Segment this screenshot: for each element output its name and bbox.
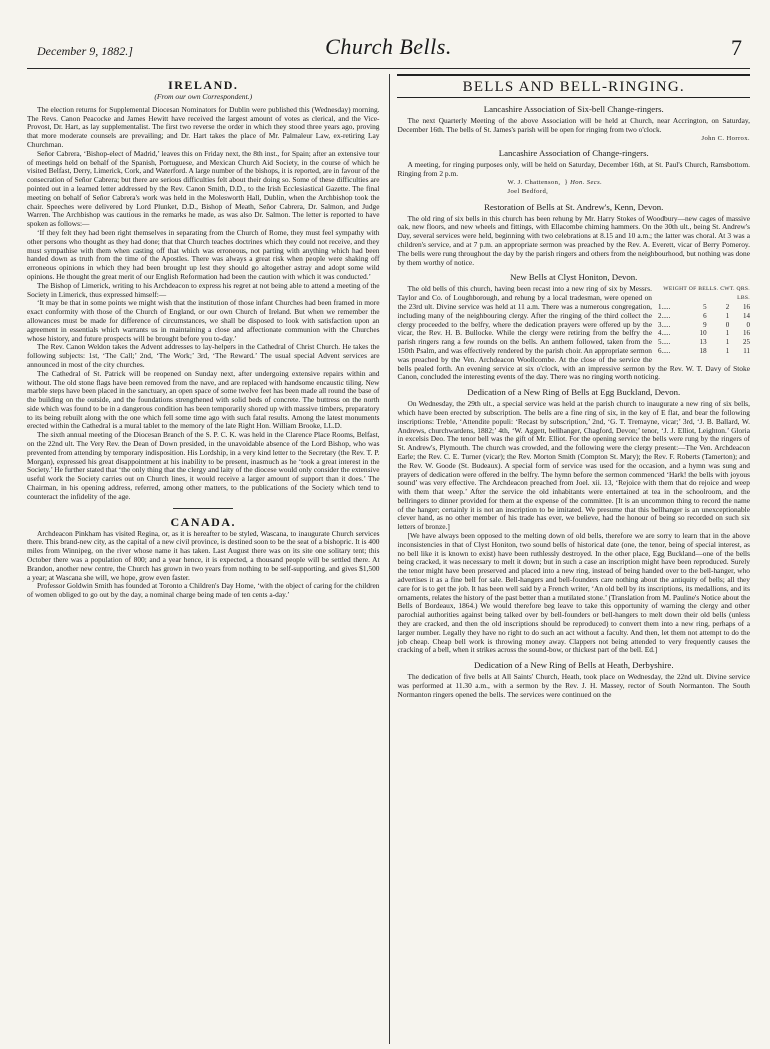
bells-subheading: Lancashire Association of Change-ringers. xyxy=(498,148,649,159)
signatory: W. J. Chattenson, xyxy=(507,178,561,186)
bells-title: BELLS AND BELL-RINGING. xyxy=(397,78,750,98)
bell-weight-cell: 9 xyxy=(703,320,707,329)
bells-paragraph: The old ring of six bells in this church has been rehung by Mr. Harry Stokes of Woodbury—new cages of massive oak, new floors, and new wheels and fittings, with Ellacombe chiming hammers. On the 30th ult., being St. Andrew's Day, several services were held, beginning with two celebrations at 8.15 and 10 a.m.; the latter was choral. At 3 was a children's service, and at 7 p.m. an appropriate sermon was preached by the Rev. A. Everett, vicar of Berry Pomeroy. The bells were rung throughout the day by the parish ringers and others from the neighbourhood, but nothing was done by them worthy of notice. xyxy=(397,213,750,267)
bell-weight-row xyxy=(658,338,750,347)
bell-weights-rows xyxy=(658,303,750,356)
ireland-quote: ‘If they felt they had been right themselves in separating from the Church of Rome, they must feel sympathy with other persons who thought as they had done; that that Church teaches doctrines which they could not receive, and they must sympathise with them when casting off that which was erroneous, not parting with anything which had been handed down as truth from the time of the Apostles. There was always a great risk when people were shaking off erroneous opinions in which they had been brought up lest they should go altogether astray and adopt some wild opinions. He thought the great merit of our English Reformation had been the caution with which it was conducted.’ xyxy=(27,227,380,281)
bell-weight-cell: 5 xyxy=(703,302,707,311)
bell-weight-cell: 16 xyxy=(742,302,750,311)
bells-signature: W. J. Chattenson, } Hon. Secs. Joel Bedford, xyxy=(507,178,603,195)
bells-paragraph: The old bells of this church, having been recast into a new ring of six by Messrs. Taylor and Co. of Loughborough, and rehung by a local tradesman, were opened on the 23rd ult. Divine service was held at 11 a.m. There was a numerous congregation, including many of the neighbouring clergy. After the ringing of the third collect the clergy proceeded to the belfry, where the dedication prayers were offered up by the vicar, the Rev. H. B. Bullocke. While the clergy were retiring from the belfry the parish ringers rang a few rounds on the bells. An anthem followed, taken from the 150th Psalm, and was effectively rendered by the parish choir. An appropriate sermon was preached by the Ven. Archdeacon Woollcombe. At the close of the service the bells pealed forth. An evening service at six o'clock, with an impressive sermon by the Rev. W. T. Davy of Stoke Canon, concluded the interesting events of the day. There was no ringing worth noticing. xyxy=(397,284,750,382)
columns xyxy=(27,74,750,1049)
bells-paragraph: A meeting, for ringing purposes only, will be held on Saturday, December 16th, at St. Paul's Church, Ramsbottom. Ringing from 2 p.m. xyxy=(397,160,750,179)
ireland-paragraph: The Bishop of Limerick, writing to his Archdeacon to express his regret at not being able to attend a meeting of the Society in Limerick, thus expressed himself:— xyxy=(27,280,380,299)
bells-subheading: New Bells at Clyst Honiton, Devon. xyxy=(510,272,638,283)
bell-weight-cell: 1 xyxy=(725,338,730,347)
bell-weight-row xyxy=(658,321,750,330)
bell-weight-row xyxy=(658,347,750,356)
bell-weight-cell: 13 xyxy=(699,338,707,347)
bell-weight-cell: 18 xyxy=(699,346,707,355)
bell-weight-cell: 3..... xyxy=(657,320,671,329)
bell-weight-cell: 10 xyxy=(699,329,707,338)
bell-weight-row xyxy=(658,303,750,312)
bell-weight-cell: 0 xyxy=(746,320,750,329)
bell-weights-header: WEIGHT OF BELLS. CWT. QRS. LBS. xyxy=(663,286,750,302)
bell-weight-cell: 2 xyxy=(725,302,730,311)
right-column xyxy=(397,74,750,1049)
bells-signature: John C. Horrox. xyxy=(701,134,750,142)
masthead xyxy=(27,34,750,69)
bells-subheading: Lancashire Association of Six-bell Change-ringers. xyxy=(483,104,664,114)
column-rule xyxy=(389,74,390,1044)
editorial-note: [We have always been opposed to the melting down of old bells, therefore we are sorry to learn that in the above inconsistencies in that of Clyst Honiton, two sound bells of historical date (one, the tenor, being of special interest, as no bell like it is known to exist) have been ruthlessly destroyed. In the other place, Egg Buckland—one of the bells being cracked, it was necessary to melt it down; but in such a case an inscription might have been reproduced. Surely the tenor might have been preserved and placed into a new ring, instead of being handed over to the bell-hanger, who advertises it as a fine bell for sale. Bell-hangers and bell-founders care nothing about the antiquity of bells; all they care for is to get the job. It has been well said by a French writer, ‘An old bell by its inscriptions, its medallions, and its ornaments, relates the history of the past better than a mutilated stone.’ (Translation from M. Pauline's Notice about the Bells of Bordeaux, 1864.) We would therefore beg leave to take this opportunity of warning the clergy and other parochial authorities against being talked over by bell-founders or bell-hangers to melt down their old bells (unless they are cracked, and then the old inscriptions should be reproduced) to convert them into a new ring, perhaps of a larger number. Legally they have no right to do such an act without a faculty. And then, let them not attempt to do the job cheap. Cheap bell work is throwing money away. Clappers not being attended to very frequently causes the cracking of a bell, when it strikes across the sound-bow, or thickest part of the bell. Ed.] xyxy=(397,531,750,655)
bell-weight-cell: 14 xyxy=(742,311,750,320)
bell-weight-cell: 2..... xyxy=(657,311,671,320)
bell-weight-cell: 6 xyxy=(703,311,707,320)
bell-weight-cell: 11 xyxy=(743,346,750,355)
bell-weight-cell: 1 xyxy=(725,311,730,320)
canada-paragraph: Professor Goldwin Smith has founded at Toronto a Children's Day Home, ‘with the object of caring for the children of women obliged to go out by the day, a nominal charge being made of ten cents a-day.’ xyxy=(27,581,380,600)
bell-weight-cell: 4..... xyxy=(657,329,671,338)
bell-weight-cell: 6..... xyxy=(657,346,671,355)
signatory-role: Hon. Secs. xyxy=(570,178,603,186)
bell-weight-cell: 25 xyxy=(742,338,750,347)
bell-weight-cell: 0 xyxy=(725,320,730,329)
ireland-title: IRELAND. xyxy=(168,78,239,92)
left-column xyxy=(27,74,380,1049)
bell-weight-cell: 5..... xyxy=(657,338,671,347)
ireland-quote: ‘It may be that in some points we might wish that the institution of those infant Churches had been framed in more exact conformity with those of the Church of England, or our own Church of Ireland. But when we remember the allowances must be made for difference of circumstances, we shall be disposed to look with satisfaction upon an agreement in essentials which warrants us in maintaining a close and affectionate communion with the Churches whose history, and future prospects will be brought before you to-day.’ xyxy=(27,298,380,343)
bell-weight-cell: 1 xyxy=(725,346,730,355)
ireland-paragraph: Señor Cabrera, ‘Bishop-elect of Madrid,’ leaves this on Friday next, the 8th inst., for Spain; after an extensive tour of meetings held on behalf of the Spanish, Portuguese, and Mexican Church Aid Society, in the course of which he visited Belfast, Derry, Limerick, Cork, and Waterford. A large number of the bishops, it is reported, are in favour of the consecration of Señor Cabrera; but there are serious difficulties felt about their doing so. Some of these difficulties are pointed out in a learned letter addressed by the Rev. Canon Smith, D.D., to the Irish Ecclesiastical Gazette. The final meeting on behalf of Señor Cabrera's work was held in the Molesworth Hall, Dublin, when the Archbishop took the chair. Speeches were delivered by Lord Plunket, D.D., Bishop of Meath, Señor Cabrera, Dr. Salmon, and Judge Warren. The Archbishop was cautious in the remarks he made, as was also Dr. Salmon. The letter is reported to have spoken as follows:— xyxy=(27,148,380,229)
ireland-paragraph: The sixth annual meeting of the Diocesan Branch of the S. P. C. K. was held in the Clarence Place Rooms, Belfast, on the 22nd ult. The Very Rev. the Dean of Down presided, in the unavoidable absence of the Lord Bishop, who was prevented from attending by temporary indisposition. His Lordship, in a very kind letter to the Secretary (the Rev. T. P. Morgan), expressed his great disappointment at his inability to be present, inasmuch as he ‘took a great interest in the Society.’ He further stated that ‘the only thing that the clergy and laity of the diocese would only consider the extensive useful work the Society carries out on Church lines, it would receive a larger amount of support than it does.’ The Chairman, in his opening address, referred, among other matters, to the publications of the Society which tend to counteract the infidelity of the age. xyxy=(27,430,380,501)
bell-weight-cell: 1 xyxy=(725,329,730,338)
ireland-paragraph: The Rev. Canon Weldon takes the Advent addresses to lay-helpers in the Cathedral of Christ Church. He takes the following subjects: 1st, ‘The Call;’ 2nd, ‘The Work;’ 3rd, ‘The Reward.’ The usual special Advent services are announced in most of the city churches. xyxy=(27,342,380,369)
bell-weight-cell: 16 xyxy=(742,329,750,338)
bells-subheading: Dedication of a New Ring of Bells at Heath, Derbyshire. xyxy=(473,660,674,671)
section-divider xyxy=(173,508,233,509)
bells-paragraph: The dedication of five bells at All Saints' Church, Heath, took place on Wednesday, the 22nd ult. Divine service was performed at 11.30 a.m., with a sermon by the Rev. J. H. Massey, rector of South Normanton. The South Normanton ringers opened the bells. The services were continued on the xyxy=(397,672,750,699)
publication-title: Church Bells. xyxy=(325,34,452,59)
ireland-subtitle: (From our own Correspondent.) xyxy=(154,92,253,101)
bells-top-rule xyxy=(397,74,750,76)
ireland-paragraph: The Cathedral of St. Patrick will be reopened on Sunday next, after undergoing extensive repairs within and without. The old stone flags have been removed from the nave, and are replaced with handsome encaustic tiling. New marble steps have been placed in the sanctuary, an open space of some twelve feet has been made all round the base of the building on the outside, and the foundations strengthened with solid beds of concrete. The buttress on the north side which was found to be in a dangerous condition has been temporarily shored up with massive timbers, preparatory to its being rebuilt along with the one which fell some time ago with such fatal results. Among the latest monuments erected within the Cathedral is a mural tablet to the memory of the late Right Hon. William Brooke, LL.D. xyxy=(27,368,380,431)
page-number: 7 xyxy=(731,35,742,60)
bell-weight-row xyxy=(658,329,750,338)
canada-title: CANADA. xyxy=(170,514,236,529)
bells-subheading: Dedication of a New Ring of Bells at Egg Buckland, Devon. xyxy=(467,387,681,398)
bells-paragraph: The next Quarterly Meeting of the above Association will be held at Church, near Accrington, on Saturday, December 16th. The bells of St. James's parish will be open for ringing from two o'clock. xyxy=(397,116,750,134)
canada-paragraph: Archdeacon Pinkham has visited Regina, or, as it is hereafter to be styled, Wascana, to inaugurate Church services there. This brand-new city, as the capital of a new civil province, is destined soon to be the seat of a bishopric. It is 400 miles from Winnipeg, on the river whose name it has taken. Last August there was on its site one solitary tent; this October there was a population of 800; and a year hence, it is expected, a thousand people will be settled there. At Brandon, another new centre, the Church has grown in two years from nothing to be self-supporting, and gives $1,500 a year; at Wascana she will, we hope, grow even faster. xyxy=(27,528,380,582)
bell-weights-table xyxy=(658,285,750,355)
ireland-paragraph: The election returns for Supplemental Diocesan Nominators for Dublin were published this (Wednesday) morning. The Revs. Canon Peacocke and James Hewitt have received the largest amount of votes as clerical, and the Vice-Provost, Dr. Hart, as lay supplementalist. The first two reverse the order in which they stood three years ago, proving that more moderate counsels are prevailing; and Dr. Hart takes the place of Mr. Palmaleur Law, ex-retiring Lay Churchman. xyxy=(27,104,380,149)
bells-paragraph: On Wednesday, the 29th ult., a special service was held at the parish church to inaugurate a new ring of six bells, which have been erected by subscription. The bells are a fine ring of six, in the key of E flat, and bear the following inscriptions: Treble, ‘Attendite populi: ‘Recast by subscription,’ 2nd, ‘G. T. Tremayne, vicar;’ 3rd, ‘J. B. Ballard, W. Andrews, churchwardens, 1882;’ 4th, ‘W. Aggett, bellhanger, Chagford, Devon;’ tenor, ‘J. J. Elliot, Leighton.’ Gloria in excelsis Deo. The tenor bell was the gift of Mr. Elliot. For the opening service the bells were rung by the ringers of St. Andrew's, Plymouth. The church was crowded, and the following were the clergy present:—The Ven. Archdeacon Earle; the Rev. C. E. Turner (vicar); the Rev. Morton Smith (Compton St. Mary); the Rev. F. Roberts (Tamerton); and the Rev. W. Goode (St. Budeaux). A special form of service was used for the occasion, and a hymn was sung and prayers of dedication were offered in the belfry. The hymn before the sermon commenced ‘Hark! the bells with joyous sound’ was very effective. The Archdeacon preached from Joel. xii. 13, ‘Rejoice with them that do rejoice and weep with them that weep.’ After the service the old inhabitants were entertained at tea in the schoolroom, and the bellringers to dinner provided for them at the expense of the committee. [It is an uncommon thing to record the name of the hanger; certainly it is not an inscription to be imitated. We presume that this bellhanger is an unexceptionable clever hand, as no other member of his trade has ever, we believe, had the honour of being so recorded on such six letters of bronze.] xyxy=(397,399,750,532)
bells-subheading: Restoration of Bells at St. Andrew's, Kenn, Devon. xyxy=(484,201,664,212)
signatory: Joel Bedford, xyxy=(507,187,549,195)
issue-date: December 9, 1882.] xyxy=(37,44,133,58)
bell-weight-row xyxy=(658,312,750,321)
bell-weight-cell: 1..... xyxy=(657,302,671,311)
